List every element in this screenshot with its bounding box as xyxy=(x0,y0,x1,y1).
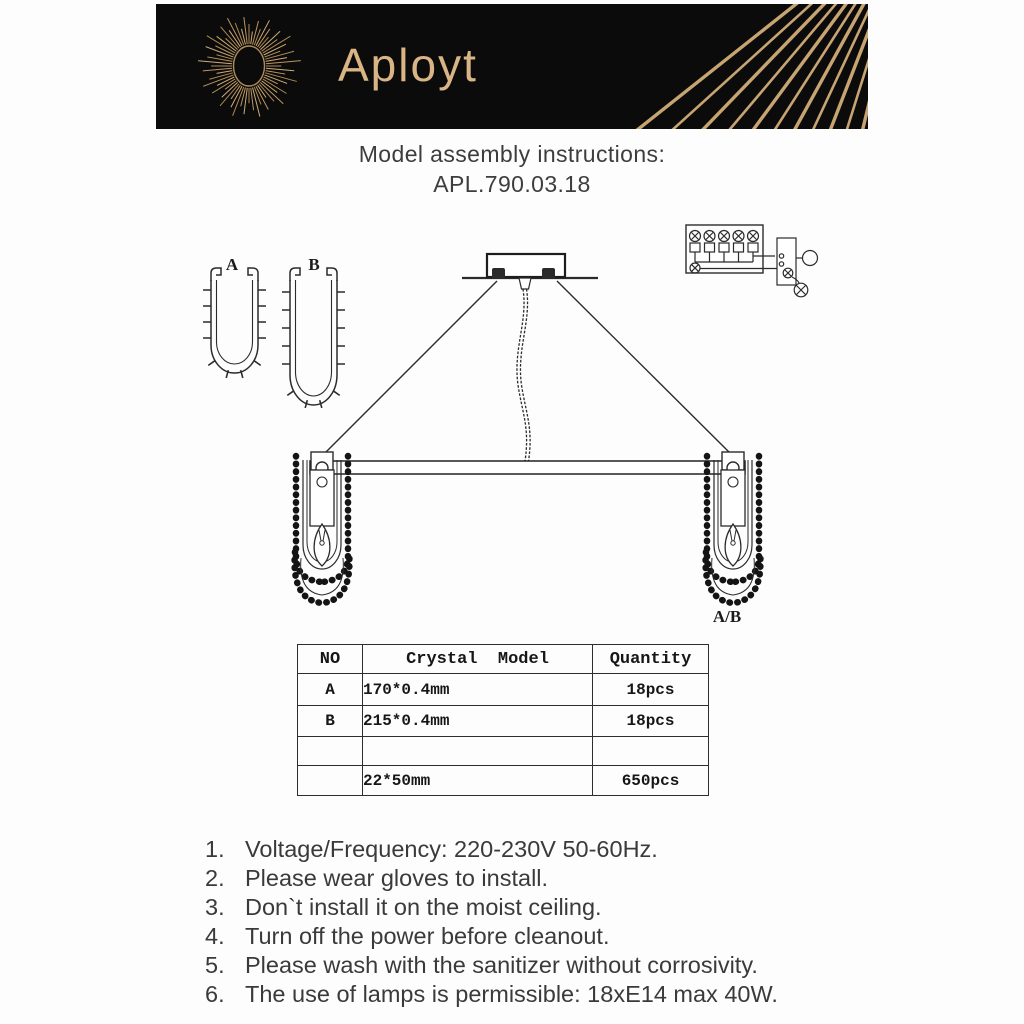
crystal-b-label: B xyxy=(308,255,320,274)
corner-rays-decoration xyxy=(414,4,868,129)
table-cell xyxy=(298,766,363,796)
instruction-item xyxy=(205,951,778,980)
table-cell xyxy=(298,737,363,766)
table-header-model: Crystal Model xyxy=(363,645,593,674)
instruction-number: 5. xyxy=(205,952,225,978)
table-row xyxy=(298,737,709,766)
table-header-no: NO xyxy=(298,645,363,674)
table-header-quantity: Quantity xyxy=(593,645,709,674)
header-decoration xyxy=(156,4,868,129)
crystal-a-diagram xyxy=(203,255,266,378)
ceiling-canopy xyxy=(462,254,598,289)
sunburst-center xyxy=(235,48,263,84)
instruction-number: 3. xyxy=(205,894,225,920)
table-cell xyxy=(593,737,709,766)
instruction-item xyxy=(205,864,778,893)
assembly-diagram xyxy=(150,205,874,650)
instructions-list xyxy=(205,835,778,1009)
instruction-number: 6. xyxy=(205,981,225,1007)
lamp-unit-left xyxy=(295,452,350,603)
table-cell xyxy=(363,737,593,766)
table-cell: B xyxy=(298,706,363,737)
parts-table xyxy=(297,644,709,796)
instruction-text: Turn off the power before cleanout. xyxy=(245,923,610,949)
table-cell: A xyxy=(298,674,363,706)
lamp-unit-right xyxy=(706,452,761,603)
table-row xyxy=(298,766,709,796)
table-cell: 22*50mm xyxy=(363,766,593,796)
table-cell: 215*0.4mm xyxy=(363,706,593,737)
instruction-number: 4. xyxy=(205,923,225,949)
instruction-text: Please wear gloves to install. xyxy=(245,865,549,891)
instruction-text: Voltage/Frequency: 220-230V 50-60Hz. xyxy=(245,836,658,862)
page-title: Model assembly instructions: xyxy=(358,141,666,167)
instruction-number: 2. xyxy=(205,865,225,891)
crystal-a-label: A xyxy=(225,255,239,274)
model-number: APL.790.03.18 xyxy=(433,171,591,197)
instruction-item xyxy=(205,980,778,1009)
table-header-row xyxy=(298,645,709,674)
lamp-unit-label: A/B xyxy=(712,607,742,626)
suspension-cable-right xyxy=(557,281,733,456)
page-title-block xyxy=(0,139,1024,199)
table-cell: 170*0.4mm xyxy=(363,674,593,706)
instruction-item xyxy=(205,835,778,864)
wiring-diagram xyxy=(686,225,818,297)
table-row xyxy=(298,674,709,706)
table-cell: 18pcs xyxy=(593,674,709,706)
crystal-b-diagram xyxy=(282,255,345,408)
instruction-item xyxy=(205,922,778,951)
table-cell: 18pcs xyxy=(593,706,709,737)
instruction-item xyxy=(205,893,778,922)
instruction-number: 1. xyxy=(205,836,225,862)
table-row xyxy=(298,706,709,737)
instruction-text: The use of lamps is permissible: 18xE14 max 40W. xyxy=(245,981,778,1007)
instruction-text: Please wash with the sanitizer without corrosivity. xyxy=(245,952,758,978)
brand-name: Aployt xyxy=(338,39,478,91)
power-cord xyxy=(517,289,530,461)
fixture-bar xyxy=(310,461,745,474)
instruction-text: Don`t install it on the moist ceiling. xyxy=(245,894,602,920)
brand-header xyxy=(156,4,868,129)
suspension-cable-left xyxy=(322,281,497,456)
table-cell: 650pcs xyxy=(593,766,709,796)
